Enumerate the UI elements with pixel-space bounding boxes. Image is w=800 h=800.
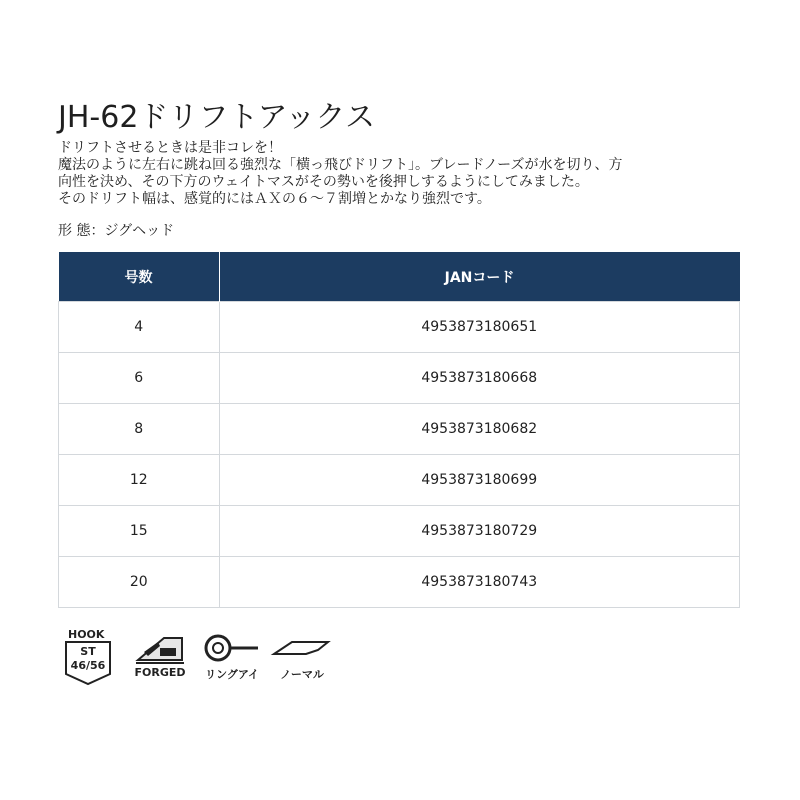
forged-label: FORGED [134,666,186,679]
ring-eye-icon [202,628,262,686]
cell-jan: 4953873180651 [219,302,740,353]
table-row [59,353,740,404]
table-row [59,455,740,506]
cell-size: 4 [59,302,220,353]
cell-jan: 4953873180729 [219,506,740,557]
header-size: 号数 [59,252,220,302]
description-line: ドリフトさせるときは是非コレを！ [58,140,282,156]
product-form: 形 態：ジグヘッド [58,223,175,239]
cell-jan: 4953873180699 [219,455,740,506]
product-description [58,140,748,208]
cell-jan: 4953873180668 [219,353,740,404]
cell-jan: 4953873180682 [219,404,740,455]
cell-size: 15 [59,506,220,557]
table-row [59,506,740,557]
spec-table-header-row [59,252,740,302]
forged-icon [130,628,190,686]
hook-st-icon [60,628,116,686]
hook-label: HOOK [68,628,105,641]
cell-size: 8 [59,404,220,455]
cell-jan: 4953873180743 [219,557,740,608]
product-title: JH-62ドリフトアックス [58,100,376,135]
description-line: そのドリフト幅は、感覚的にはＡＸの６～７割増とかなり強烈です。 [58,191,491,207]
normal-shape-icon [270,628,334,686]
spec-table [58,252,740,608]
normal-label: ノーマル [280,668,324,681]
hook-badge-top: ST [80,645,96,658]
description-line: 向性を決め、その下方のウェイトマスがその勢いを後押しするようにしてみました。 [58,174,589,190]
description-line: 魔法のように左右に跳ね回る強烈な「横っ飛びドリフト」。ブレードノーズが水を切り、方 [58,157,623,173]
table-row [59,557,740,608]
cell-size: 20 [59,557,220,608]
table-row [59,404,740,455]
header-jan: JANコード [219,252,740,302]
table-row [59,302,740,353]
hook-badge-bottom: 46/56 [70,659,106,672]
cell-size: 6 [59,353,220,404]
cell-size: 12 [59,455,220,506]
ring-eye-label: リングアイ [205,668,259,681]
